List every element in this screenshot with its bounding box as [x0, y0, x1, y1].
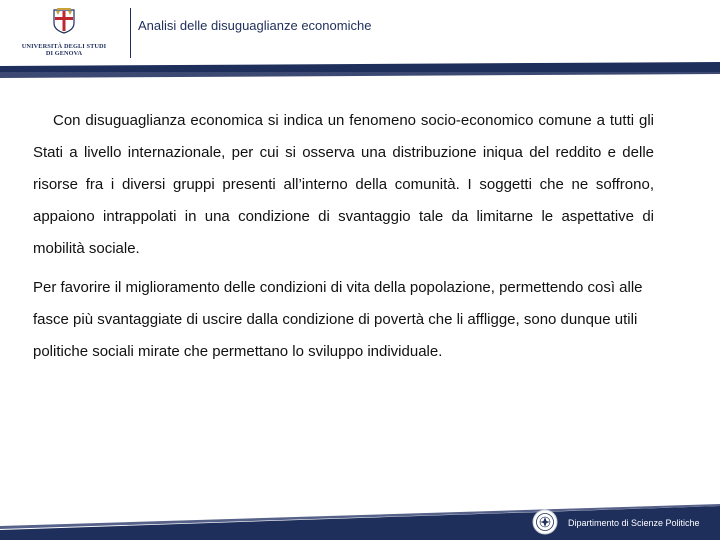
- header-band: [0, 62, 720, 80]
- university-name-line1: UNIVERSITÀ DEGLI STUDI: [21, 43, 107, 50]
- university-name: [8, 43, 120, 57]
- university-logo: [8, 6, 120, 64]
- paragraph-definition: Con disuguaglianza economica si indica un fenomeno socio-economico comune a tutti gli Stati a livello internazionale, per cui si osserva una distribuzione iniqua del reddito e delle risorse fra i diversi gruppi presenti all’interno della comunità. I soggetti che ne soffrono, appaiono intrappolati in una condizione di svantaggio tale da limitarne le aspettative di mobilità sociale.: [33, 112, 654, 257]
- department-seal-icon: [532, 509, 558, 535]
- footer-department: Dipartimento di Scienze Politiche: [568, 518, 700, 528]
- paragraph-policies: Per favorire il miglioramento delle condizioni di vita della popolazione, permettendo così alle fasce più svantaggiate di uscire dalla condizione di povertà che li affligge, sono dunque utili politiche sociali mirate che permettano lo sviluppo individuale.: [33, 279, 643, 360]
- slide-content: [33, 105, 654, 368]
- header-divider: [130, 8, 131, 58]
- university-name-line2: DI GENOVA: [45, 50, 83, 57]
- slide-title: Analisi delle disuguaglianze economiche: [138, 18, 372, 33]
- university-crest-icon: [53, 8, 75, 34]
